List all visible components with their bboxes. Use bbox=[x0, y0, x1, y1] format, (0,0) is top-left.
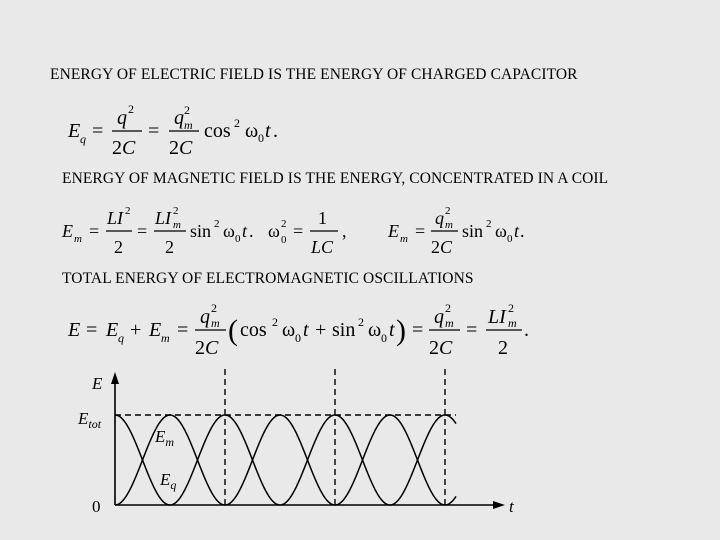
svg-text:t: t bbox=[303, 319, 309, 341]
em-curve-label: $E_m$ bbox=[155, 427, 175, 449]
svg-text:.: . bbox=[520, 221, 525, 241]
svg-text:q: q bbox=[118, 331, 124, 345]
svg-text:2: 2 bbox=[281, 218, 287, 230]
y-axis-label: E bbox=[92, 374, 103, 393]
svg-text:=: = bbox=[86, 319, 98, 341]
svg-text:2: 2 bbox=[214, 218, 220, 230]
svg-text:2: 2 bbox=[498, 337, 508, 359]
svg-text:E: E bbox=[388, 221, 399, 241]
svg-text:sin: sin bbox=[462, 221, 484, 241]
svg-text:2: 2 bbox=[358, 315, 364, 329]
svg-text:2: 2 bbox=[508, 301, 514, 315]
svg-text:=: = bbox=[415, 221, 426, 241]
svg-text:LI: LI bbox=[488, 306, 506, 328]
svg-text:2: 2 bbox=[445, 205, 451, 217]
svg-text:ω: ω bbox=[368, 319, 382, 341]
heading-electric-energy: ENERGY OF ELECTRIC FIELD IS THE ENERGY OF CHARGED CAPACITOR bbox=[50, 66, 578, 83]
svg-text:+: + bbox=[130, 319, 142, 341]
svg-text:+: + bbox=[315, 319, 327, 341]
svg-text:cos: cos bbox=[240, 319, 267, 341]
svg-text:2C: 2C bbox=[112, 137, 136, 159]
svg-text:q: q bbox=[435, 208, 444, 228]
svg-text:cos: cos bbox=[204, 120, 231, 142]
svg-text:0: 0 bbox=[235, 233, 241, 245]
svg-text:0: 0 bbox=[381, 331, 387, 345]
svg-text:=: = bbox=[92, 120, 104, 142]
svg-text:ω: ω bbox=[223, 221, 235, 241]
svg-text:m: m bbox=[173, 219, 181, 231]
svg-text:E: E bbox=[62, 221, 73, 241]
svg-text:.: . bbox=[524, 319, 529, 341]
svg-text:m: m bbox=[184, 118, 193, 132]
svg-text:=: = bbox=[137, 221, 148, 241]
heading-magnetic-energy: ENERGY OF MAGNETIC FIELD IS THE ENERGY, CONCENTRATED IN A COIL bbox=[62, 170, 609, 187]
svg-text:LC: LC bbox=[311, 237, 334, 257]
svg-text:q: q bbox=[200, 306, 210, 328]
svg-text:2C: 2C bbox=[169, 137, 193, 159]
svg-text:0: 0 bbox=[281, 234, 287, 246]
svg-text:2: 2 bbox=[445, 301, 451, 315]
svg-text:2: 2 bbox=[165, 237, 174, 257]
svg-text:2: 2 bbox=[234, 116, 240, 130]
svg-text:=: = bbox=[466, 319, 478, 341]
svg-text:0: 0 bbox=[258, 131, 264, 145]
svg-text:2: 2 bbox=[114, 237, 123, 257]
svg-text:=: = bbox=[177, 319, 189, 341]
svg-text:2: 2 bbox=[128, 102, 134, 116]
svg-text:E: E bbox=[68, 319, 81, 341]
svg-text:=: = bbox=[412, 319, 424, 341]
svg-text:2: 2 bbox=[486, 218, 492, 230]
svg-text:=: = bbox=[148, 120, 160, 142]
svg-text:sin: sin bbox=[190, 221, 212, 241]
svg-text:=: = bbox=[293, 221, 304, 241]
svg-text:t: t bbox=[242, 221, 248, 241]
svg-text:2: 2 bbox=[272, 315, 278, 329]
x-axis-arrow bbox=[493, 501, 505, 509]
origin-label: 0 bbox=[92, 497, 101, 516]
eq-curve bbox=[115, 415, 456, 505]
svg-text:2C: 2C bbox=[429, 337, 453, 359]
svg-text:q: q bbox=[80, 132, 86, 146]
svg-text:m: m bbox=[211, 316, 220, 330]
eq-curve-label: $E_q$ bbox=[160, 470, 177, 492]
svg-text:2: 2 bbox=[211, 301, 217, 315]
svg-text:LI: LI bbox=[155, 208, 172, 228]
svg-text:q: q bbox=[174, 107, 184, 129]
svg-text:m: m bbox=[161, 331, 170, 345]
svg-text:0: 0 bbox=[295, 331, 301, 345]
svg-text:1: 1 bbox=[318, 208, 327, 228]
svg-text:=: = bbox=[89, 221, 100, 241]
svg-text:.: . bbox=[273, 120, 278, 142]
svg-text:ω: ω bbox=[282, 319, 296, 341]
svg-text:ω: ω bbox=[268, 221, 280, 241]
svg-text:ω: ω bbox=[245, 120, 259, 142]
svg-text:m: m bbox=[74, 233, 82, 245]
svg-text:m: m bbox=[445, 316, 454, 330]
em-curve bbox=[115, 415, 456, 505]
svg-text:t: t bbox=[514, 221, 520, 241]
svg-text:2: 2 bbox=[184, 103, 190, 117]
svg-text:E: E bbox=[68, 120, 81, 142]
svg-text:t: t bbox=[389, 319, 395, 341]
svg-text:2: 2 bbox=[125, 205, 131, 217]
svg-text:m: m bbox=[508, 316, 517, 330]
total-energy-label: $E_{tot}$ bbox=[78, 409, 102, 431]
svg-text:.: . bbox=[249, 221, 254, 241]
svg-text:0: 0 bbox=[507, 233, 513, 245]
svg-text:,: , bbox=[342, 221, 347, 241]
svg-text:ω: ω bbox=[495, 221, 507, 241]
svg-text:(: ( bbox=[228, 314, 238, 347]
svg-text:E: E bbox=[149, 319, 162, 341]
svg-text:sin: sin bbox=[332, 319, 356, 341]
svg-text:E: E bbox=[106, 319, 119, 341]
svg-text:2C: 2C bbox=[195, 337, 219, 359]
svg-text:2: 2 bbox=[173, 205, 179, 217]
svg-text:t: t bbox=[265, 120, 271, 142]
y-axis-arrow bbox=[111, 372, 119, 384]
svg-text:q: q bbox=[434, 306, 444, 328]
svg-text:q: q bbox=[117, 107, 127, 129]
heading-total-energy: TOTAL ENERGY OF ELECTROMAGNETIC OSCILLATIONS bbox=[62, 270, 474, 287]
svg-text:2C: 2C bbox=[431, 237, 453, 257]
svg-text:m: m bbox=[445, 219, 453, 231]
svg-text:LI: LI bbox=[107, 208, 124, 228]
x-axis-label: t bbox=[509, 497, 514, 516]
svg-text:m: m bbox=[400, 233, 408, 245]
svg-text:): ) bbox=[396, 314, 406, 347]
